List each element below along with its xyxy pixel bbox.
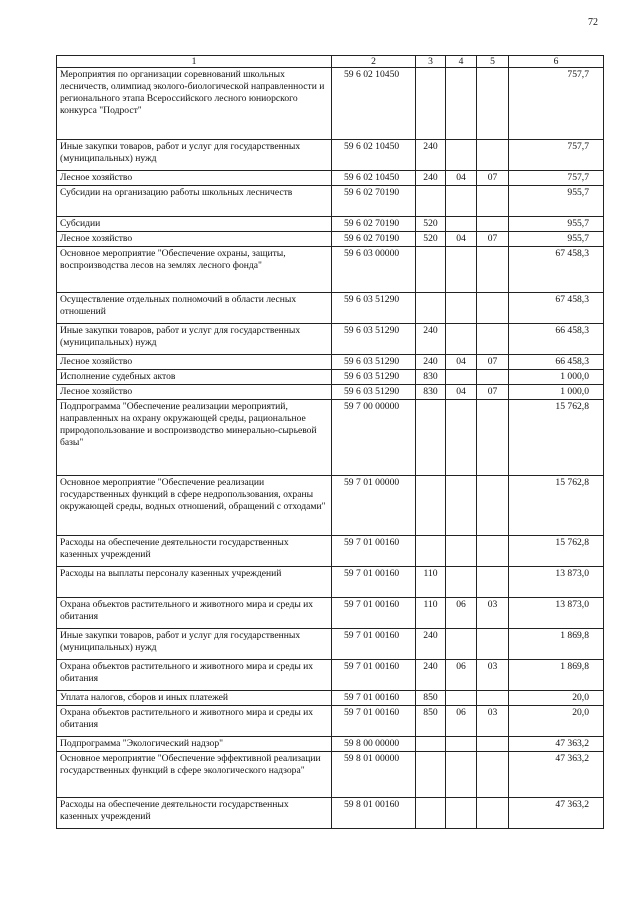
row-c4-cell: 06	[446, 598, 477, 629]
row-c3-cell	[416, 247, 446, 293]
table-row	[57, 217, 604, 232]
row-c5-cell	[477, 567, 509, 598]
row-code-cell: 59 6 02 10450	[332, 68, 416, 140]
row-amount-cell: 955,7	[509, 232, 604, 247]
row-code-cell: 59 8 00 00000	[332, 737, 416, 752]
row-c4-cell	[446, 737, 477, 752]
row-amount-cell: 955,7	[509, 217, 604, 232]
row-amount-cell: 757,7	[509, 140, 604, 171]
row-c5-cell: 03	[477, 598, 509, 629]
row-name-cell: Расходы на обеспечение деятельности государственных казенных учреждений	[57, 798, 332, 829]
row-c3-cell: 830	[416, 385, 446, 400]
row-c4-cell: 04	[446, 355, 477, 370]
row-code-cell: 59 7 00 00000	[332, 400, 416, 476]
row-amount-cell: 1 000,0	[509, 370, 604, 385]
page-number: 72	[588, 17, 598, 28]
row-c5-cell	[477, 752, 509, 798]
row-code-cell: 59 7 01 00160	[332, 629, 416, 660]
row-name-cell: Подпрограмма "Обеспечение реализации мероприятий, направленных на охрану окружающей среды, рациональное природопользование и воспроизводство минерально-сырьевой базы"	[57, 400, 332, 476]
row-amount-cell: 955,7	[509, 186, 604, 217]
row-amount-cell: 20,0	[509, 706, 604, 737]
row-name-cell: Осуществление отдельных полномочий в области лесных отношений	[57, 293, 332, 324]
row-c3-cell: 520	[416, 217, 446, 232]
row-code-cell: 59 6 02 10450	[332, 171, 416, 186]
row-code-cell: 59 8 01 00000	[332, 752, 416, 798]
row-c5-cell	[477, 324, 509, 355]
row-c5-cell	[477, 691, 509, 706]
row-code-cell: 59 7 01 00160	[332, 691, 416, 706]
row-c5-cell	[477, 370, 509, 385]
row-code-cell: 59 6 03 51290	[332, 370, 416, 385]
row-name-cell: Исполнение судебных актов	[57, 370, 332, 385]
row-c4-cell: 06	[446, 660, 477, 691]
row-name-cell: Расходы на выплаты персоналу казенных учреждений	[57, 567, 332, 598]
row-c3-cell: 110	[416, 567, 446, 598]
row-code-cell: 59 7 01 00160	[332, 598, 416, 629]
row-c5-cell: 07	[477, 385, 509, 400]
table-row	[57, 536, 604, 567]
row-c4-cell: 06	[446, 706, 477, 737]
table-row	[57, 752, 604, 798]
row-c5-cell	[477, 68, 509, 140]
row-c3-cell	[416, 536, 446, 567]
table-row	[57, 798, 604, 829]
row-amount-cell: 66 458,3	[509, 324, 604, 355]
row-amount-cell: 1 869,8	[509, 660, 604, 691]
row-c3-cell	[416, 798, 446, 829]
row-code-cell: 59 7 01 00160	[332, 567, 416, 598]
row-name-cell: Уплата налогов, сборов и иных платежей	[57, 691, 332, 706]
row-c4-cell	[446, 68, 477, 140]
row-amount-cell: 67 458,3	[509, 247, 604, 293]
row-c5-cell: 07	[477, 355, 509, 370]
row-c4-cell	[446, 476, 477, 536]
table-row	[57, 247, 604, 293]
row-c3-cell: 240	[416, 629, 446, 660]
row-code-cell: 59 6 02 70190	[332, 186, 416, 217]
row-c3-cell	[416, 68, 446, 140]
budget-table	[56, 55, 604, 829]
row-c3-cell	[416, 752, 446, 798]
row-c5-cell: 07	[477, 232, 509, 247]
row-c3-cell: 830	[416, 370, 446, 385]
row-name-cell: Лесное хозяйство	[57, 171, 332, 186]
row-amount-cell: 67 458,3	[509, 293, 604, 324]
row-name-cell: Субсидии	[57, 217, 332, 232]
table-row	[57, 293, 604, 324]
table-row	[57, 324, 604, 355]
row-amount-cell: 1 869,8	[509, 629, 604, 660]
row-amount-cell: 757,7	[509, 68, 604, 140]
row-c5-cell	[477, 476, 509, 536]
table-row	[57, 706, 604, 737]
table-row	[57, 567, 604, 598]
table-row	[57, 355, 604, 370]
table-row	[57, 660, 604, 691]
row-c4-cell	[446, 798, 477, 829]
row-c4-cell	[446, 186, 477, 217]
row-c3-cell: 850	[416, 706, 446, 737]
column-header: 1	[57, 56, 332, 68]
row-c4-cell	[446, 536, 477, 567]
row-c4-cell	[446, 629, 477, 660]
row-c4-cell: 04	[446, 385, 477, 400]
table-header-row	[57, 56, 604, 68]
row-name-cell: Мероприятия по организации соревнований школьных лесничеств, олимпиад эколого-биологической направленности и регионального этапа Всероссийского лесного юниорского конкурса "Подрост"	[57, 68, 332, 140]
row-c5-cell: 03	[477, 706, 509, 737]
table-row	[57, 385, 604, 400]
column-header: 3	[416, 56, 446, 68]
row-amount-cell: 15 762,8	[509, 536, 604, 567]
row-c5-cell	[477, 140, 509, 171]
row-name-cell: Лесное хозяйство	[57, 355, 332, 370]
row-c3-cell: 240	[416, 660, 446, 691]
row-c4-cell	[446, 370, 477, 385]
row-amount-cell: 47 363,2	[509, 737, 604, 752]
row-name-cell: Охрана объектов растительного и животного мира и среды их обитания	[57, 660, 332, 691]
row-amount-cell: 47 363,2	[509, 798, 604, 829]
row-code-cell: 59 6 03 51290	[332, 293, 416, 324]
row-c5-cell	[477, 186, 509, 217]
table-row	[57, 737, 604, 752]
row-c4-cell	[446, 247, 477, 293]
row-c5-cell: 07	[477, 171, 509, 186]
column-header: 2	[332, 56, 416, 68]
row-c5-cell	[477, 798, 509, 829]
row-amount-cell: 47 363,2	[509, 752, 604, 798]
row-name-cell: Лесное хозяйство	[57, 385, 332, 400]
table-row	[57, 476, 604, 536]
row-code-cell: 59 7 01 00160	[332, 536, 416, 567]
row-code-cell: 59 6 03 51290	[332, 355, 416, 370]
row-code-cell: 59 6 02 10450	[332, 140, 416, 171]
row-c5-cell: 03	[477, 660, 509, 691]
row-c3-cell	[416, 400, 446, 476]
row-name-cell: Субсидии на организацию работы школьных лесничеств	[57, 186, 332, 217]
table-row	[57, 68, 604, 140]
row-amount-cell: 757,7	[509, 171, 604, 186]
row-c3-cell: 850	[416, 691, 446, 706]
row-name-cell: Охрана объектов растительного и животного мира и среды их обитания	[57, 706, 332, 737]
row-code-cell: 59 6 02 70190	[332, 232, 416, 247]
column-header: 5	[477, 56, 509, 68]
row-name-cell: Иные закупки товаров, работ и услуг для государственных (муниципальных) нужд	[57, 629, 332, 660]
table-row	[57, 691, 604, 706]
row-c3-cell: 240	[416, 355, 446, 370]
row-code-cell: 59 6 03 00000	[332, 247, 416, 293]
row-code-cell: 59 7 01 00160	[332, 706, 416, 737]
row-name-cell: Основное мероприятие "Обеспечение эффективной реализации государственных функций в сфере экологического надзора"	[57, 752, 332, 798]
row-name-cell: Охрана объектов растительного и животного мира и среды их обитания	[57, 598, 332, 629]
table-row	[57, 598, 604, 629]
row-amount-cell: 13 873,0	[509, 567, 604, 598]
row-c4-cell	[446, 691, 477, 706]
row-c3-cell: 110	[416, 598, 446, 629]
row-c3-cell	[416, 186, 446, 217]
table-row	[57, 400, 604, 476]
table-row	[57, 629, 604, 660]
row-c4-cell: 04	[446, 232, 477, 247]
row-name-cell: Подпрограмма "Экологический надзор"	[57, 737, 332, 752]
row-c5-cell	[477, 247, 509, 293]
row-code-cell: 59 8 01 00160	[332, 798, 416, 829]
row-name-cell: Основное мероприятие "Обеспечение реализации государственных функций в сфере недропользования, охраны окружающей среды, водных отношений, обращений с отходами"	[57, 476, 332, 536]
table-row	[57, 232, 604, 247]
row-name-cell: Основное мероприятие "Обеспечение охраны, защиты, воспроизводства лесов на землях лесного фонда"	[57, 247, 332, 293]
row-code-cell: 59 7 01 00000	[332, 476, 416, 536]
table-row	[57, 171, 604, 186]
column-header: 6	[509, 56, 604, 68]
row-c5-cell	[477, 293, 509, 324]
row-c3-cell: 240	[416, 324, 446, 355]
row-amount-cell: 15 762,8	[509, 400, 604, 476]
column-header: 4	[446, 56, 477, 68]
row-c4-cell	[446, 400, 477, 476]
row-c4-cell	[446, 217, 477, 232]
row-amount-cell: 20,0	[509, 691, 604, 706]
row-c5-cell	[477, 629, 509, 660]
row-c4-cell: 04	[446, 171, 477, 186]
row-c4-cell	[446, 752, 477, 798]
row-amount-cell: 13 873,0	[509, 598, 604, 629]
row-code-cell: 59 6 03 51290	[332, 324, 416, 355]
row-name-cell: Расходы на обеспечение деятельности государственных казенных учреждений	[57, 536, 332, 567]
row-c5-cell	[477, 217, 509, 232]
row-c3-cell	[416, 293, 446, 324]
table-row	[57, 370, 604, 385]
row-name-cell: Иные закупки товаров, работ и услуг для государственных (муниципальных) нужд	[57, 140, 332, 171]
table-row	[57, 140, 604, 171]
row-c3-cell	[416, 737, 446, 752]
row-c4-cell	[446, 140, 477, 171]
row-c3-cell: 240	[416, 140, 446, 171]
row-c5-cell	[477, 737, 509, 752]
row-c4-cell	[446, 324, 477, 355]
row-name-cell: Иные закупки товаров, работ и услуг для государственных (муниципальных) нужд	[57, 324, 332, 355]
row-amount-cell: 15 762,8	[509, 476, 604, 536]
row-code-cell: 59 6 02 70190	[332, 217, 416, 232]
row-c4-cell	[446, 567, 477, 598]
row-c3-cell: 520	[416, 232, 446, 247]
row-code-cell: 59 7 01 00160	[332, 660, 416, 691]
row-c3-cell: 240	[416, 171, 446, 186]
row-c5-cell	[477, 400, 509, 476]
row-amount-cell: 66 458,3	[509, 355, 604, 370]
row-name-cell: Лесное хозяйство	[57, 232, 332, 247]
table-row	[57, 186, 604, 217]
row-c5-cell	[477, 536, 509, 567]
row-c3-cell	[416, 476, 446, 536]
row-c4-cell	[446, 293, 477, 324]
row-amount-cell: 1 000,0	[509, 385, 604, 400]
row-code-cell: 59 6 03 51290	[332, 385, 416, 400]
